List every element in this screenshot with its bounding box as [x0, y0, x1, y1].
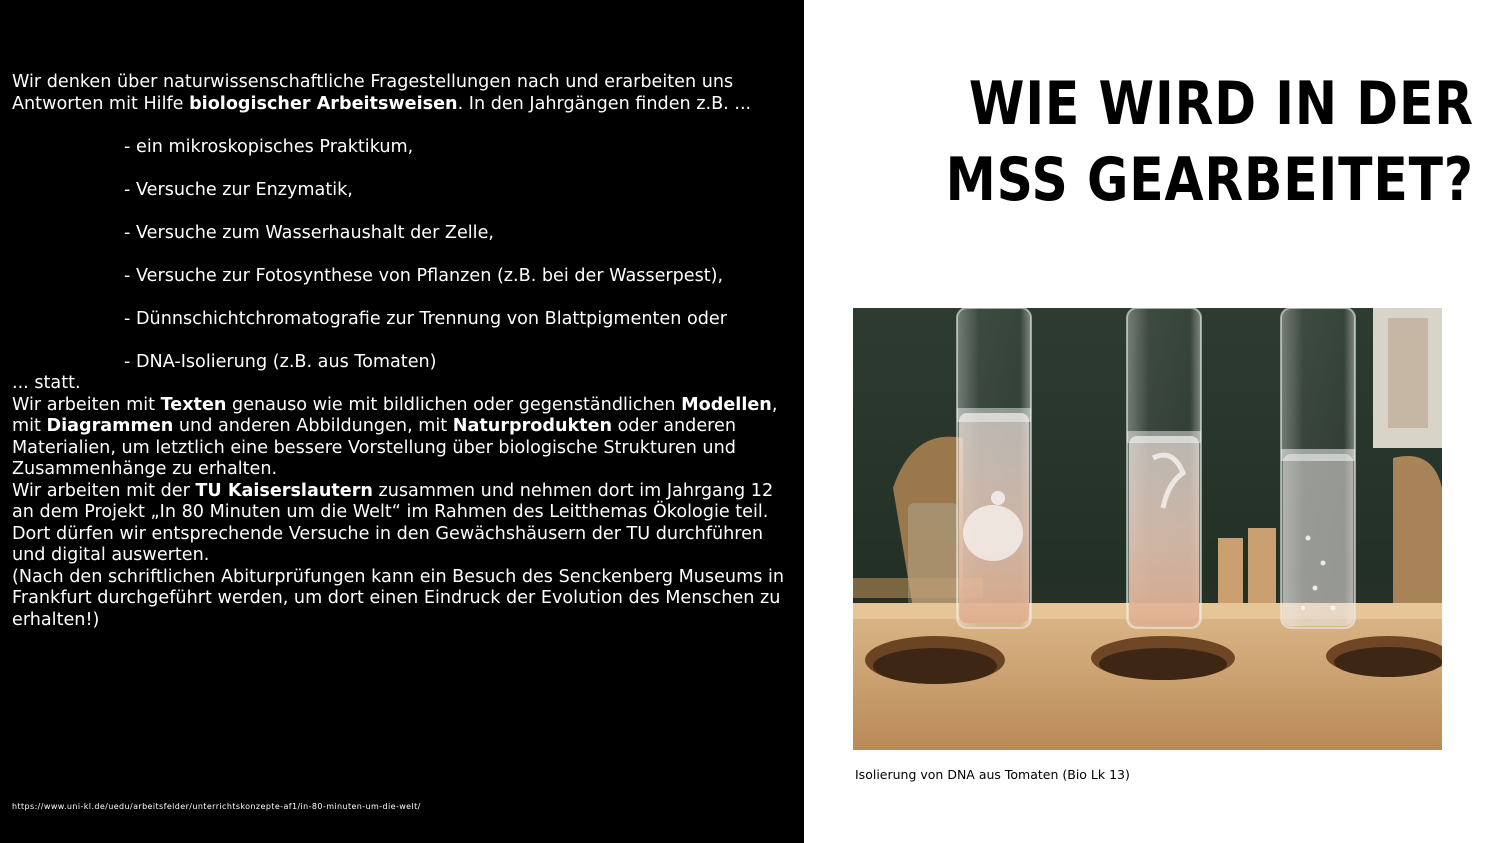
- dna-isolation-photo: [853, 308, 1442, 750]
- list-item: - Versuche zum Wasserhaushalt der Zelle,: [124, 222, 494, 243]
- intro-paragraph: Wir denken über naturwissenschaftliche Fragestellungen nach und erarbeiten uns Antworten mit Hilfe biologischer Arbeitsweisen. In den Jahrgängen finden z.B. ...: [12, 72, 752, 114]
- list-item: - Versuche zur Enzymatik,: [124, 179, 353, 200]
- methods-paragraph: Wir arbeiten mit Texten genauso wie mit bildlichen oder gegenständlichen Modellen, mit Diagrammen und anderen Abbildungen, mit Naturprodukten oder anderen Materialien, um letztlich eine bessere Vorstellung über biologische Strukturen und Zusammenhänge zu erhalten.: [12, 394, 778, 479]
- lab-methods-list: [12, 137, 797, 374]
- list-item: - Versuche zur Fotosynthese von Pflanzen (z.B. bei der Wasserpest),: [124, 265, 724, 286]
- body-text: [12, 72, 797, 631]
- photo-caption: Isolierung von DNA aus Tomaten (Bio Lk 13): [855, 767, 1130, 782]
- list-item: - Dünnschichtchromatografie zur Trennung von Blattpigmenten oder: [124, 308, 727, 329]
- list-item: - ein mikroskopisches Praktikum,: [124, 136, 414, 157]
- list-item: - DNA-Isolierung (z.B. aus Tomaten): [124, 351, 437, 372]
- page-title: WIE WIRD IN DER MSS GEARBEITET?: [945, 69, 1474, 215]
- senckenberg-paragraph: (Nach den schriftlichen Abiturprüfungen kann ein Besuch des Senckenberg Museums in Frankfurt durchgeführt werden, um dort einen Eindruck der Evolution des Menschen zu erhalten!): [12, 566, 785, 630]
- statt-text: ... statt.: [12, 373, 81, 393]
- tu-paragraph: Wir arbeiten mit der TU Kaiserslautern zusammen und nehmen dort im Jahrgang 12 an dem Projekt „In 80 Minuten um die Welt“ im Rahmen des Leitthemas Ökologie teil. Dort dürfen wir entsprechende Versuche in den Gewächshäusern der TU durchführen und digital auswerten.: [12, 480, 774, 565]
- source-url[interactable]: https://www.uni-kl.de/uedu/arbeitsfelder/unterrichtskonzepte-af1/in-80-minuten-um-die-welt/: [12, 802, 421, 811]
